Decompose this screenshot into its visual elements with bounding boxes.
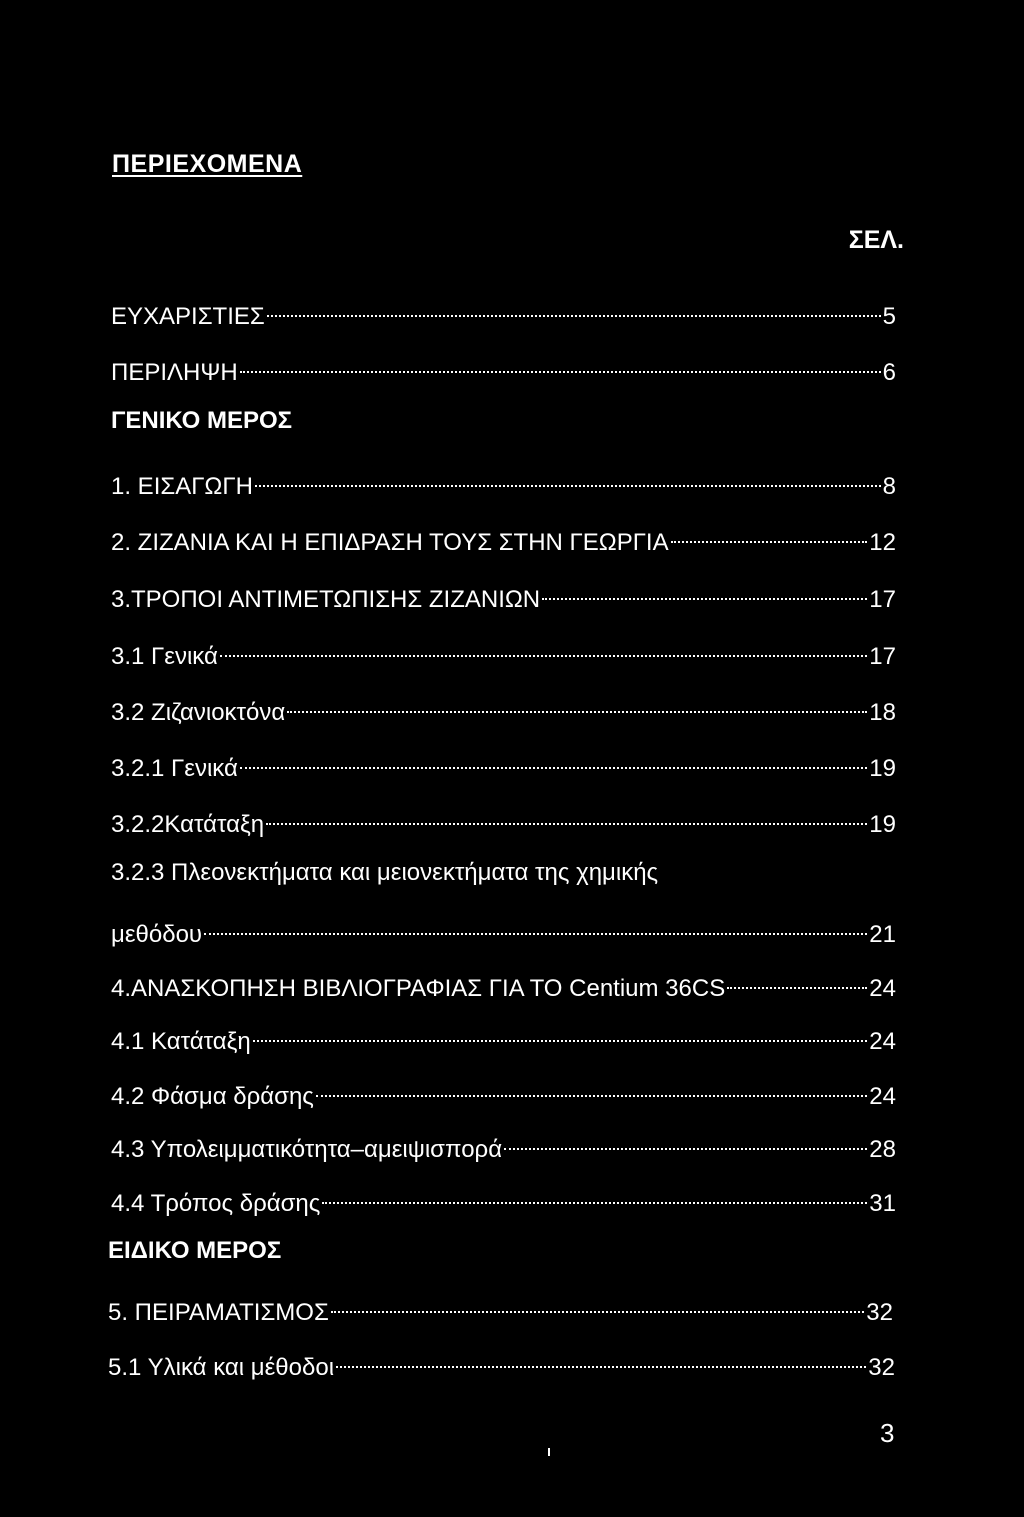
toc-entry-chapter-4[interactable] (111, 966, 896, 1004)
dot-leader (542, 577, 867, 607)
toc-entry-chapter-3[interactable] (111, 577, 896, 615)
dot-leader (220, 634, 867, 664)
toc-entry-label: 3.2 Ζιζανιοκτόνα (111, 699, 286, 726)
dot-leader (266, 802, 867, 832)
toc-entry-4-3[interactable] (111, 1127, 896, 1165)
dot-leader (253, 1019, 868, 1049)
toc-entry-chapter-5[interactable] (108, 1290, 893, 1328)
toc-entry-label: 3.2.1 Γενικά (111, 755, 238, 782)
toc-entry-3-2-2[interactable] (111, 802, 896, 840)
toc-entry-label: 3.ΤΡΟΠΟΙ ΑΝΤΙΜΕΤΩΠΙΣΗΣ ΖΙΖΑΝΙΩΝ (111, 586, 541, 613)
toc-entry-chapter-2[interactable] (111, 520, 896, 558)
dot-leader (671, 520, 868, 550)
toc-entry-label: 3.2.3 Πλεονεκτήματα και μειονεκτήματα της χημικής (111, 859, 659, 886)
toc-entry-5-1[interactable] (108, 1345, 895, 1383)
toc-entry-label: 5.1 Υλικά και μέθοδοι (108, 1354, 335, 1381)
dot-leader (336, 1345, 866, 1375)
toc-entry-label: μεθόδου (111, 921, 203, 948)
toc-entry-label: 1. ΕΙΣΑΓΩΓΗ (111, 473, 253, 500)
toc-entry-acknowledgements[interactable] (111, 294, 896, 332)
toc-entry-3-1[interactable] (111, 634, 896, 672)
dot-leader (267, 294, 881, 324)
toc-entry-page: 5 (882, 303, 896, 330)
toc-entry-label: ΠΕΡΙΛΗΨΗ (111, 359, 238, 386)
toc-entry-label: 3.2.2Κατάταξη (111, 811, 265, 838)
toc-entry-4-2[interactable] (111, 1074, 896, 1112)
toc-entry-page: 24 (869, 1083, 896, 1110)
toc-entry-label: 4.2 Φάσμα δράσης (111, 1083, 314, 1110)
toc-title: ΠΕΡΙΕΧΟΜΕΝΑ (112, 150, 303, 178)
toc-entry-page: 28 (869, 1136, 896, 1163)
page-number: 3 (880, 1418, 895, 1448)
dot-leader (504, 1127, 867, 1157)
page-column-header: ΣΕΛ. (848, 226, 904, 254)
toc-entry-page: 31 (869, 1190, 896, 1217)
toc-entry-page: 24 (869, 1028, 896, 1055)
toc-entry-label: 3.1 Γενικά (111, 643, 218, 670)
dot-leader (204, 912, 867, 942)
toc-entry-label: 5. ΠΕΙΡΑΜΑΤΙΣΜΟΣ (108, 1299, 329, 1326)
toc-entry-page: 6 (882, 359, 896, 386)
toc-entry-label: ΕΥΧΑΡΙΣΤΙΕΣ (111, 303, 265, 330)
section-heading-general: ΓΕΝΙΚΟ ΜΕΡΟΣ (111, 407, 293, 434)
section-heading-special: ΕΙΔΙΚΟ ΜΕΡΟΣ (108, 1237, 282, 1264)
dot-leader (322, 1181, 867, 1211)
dot-leader (255, 464, 881, 494)
toc-entry-4-4[interactable] (111, 1181, 896, 1219)
toc-entry-page: 17 (869, 586, 896, 613)
toc-entry-page: 19 (869, 811, 896, 838)
dot-leader (316, 1074, 867, 1104)
scan-speck (548, 1448, 550, 1456)
toc-entry-3-2-3[interactable] (111, 858, 896, 888)
toc-entry-label: 4.4 Τρόπος δράσης (111, 1190, 321, 1217)
toc-entry-page: 21 (869, 921, 896, 948)
toc-entry-label: 2. ΖΙΖΑΝΙΑ ΚΑΙ Η ΕΠΙΔΡΑΣΗ ΤΟΥΣ ΣΤΗΝ ΓΕΩΡΓΙΑ (111, 529, 669, 556)
toc-entry-3-2[interactable] (111, 690, 896, 728)
toc-entry-page: 17 (869, 643, 896, 670)
toc-entry-page: 8 (882, 473, 896, 500)
toc-entry-label: 4.3 Υπολειμματικότητα–αμειψισπορά (111, 1136, 503, 1163)
dot-leader (287, 690, 867, 720)
toc-entry-page: 19 (869, 755, 896, 782)
dot-leader (727, 966, 867, 996)
dot-leader (240, 746, 867, 776)
toc-entry-label: 4.ΑΝΑΣΚΟΠΗΣΗ ΒΙΒΛΙΟΓΡΑΦΙΑΣ ΓΙΑ ΤΟ Centium 36CS (111, 975, 726, 1002)
dot-leader (331, 1290, 864, 1320)
toc-entry-abstract[interactable] (111, 350, 896, 388)
toc-entry-4-1[interactable] (111, 1019, 896, 1057)
toc-entry-page: 18 (869, 699, 896, 726)
toc-entry-page: 32 (866, 1299, 893, 1326)
dot-leader (240, 350, 881, 380)
toc-entry-page: 24 (869, 975, 896, 1002)
toc-entry-introduction[interactable] (111, 464, 896, 502)
toc-entry-page: 12 (869, 529, 896, 556)
toc-entry-3-2-1[interactable] (111, 746, 896, 784)
toc-entry-page: 32 (868, 1354, 895, 1381)
toc-entry-3-2-3-continued[interactable] (111, 912, 896, 950)
toc-entry-label: 4.1 Κατάταξη (111, 1028, 251, 1055)
